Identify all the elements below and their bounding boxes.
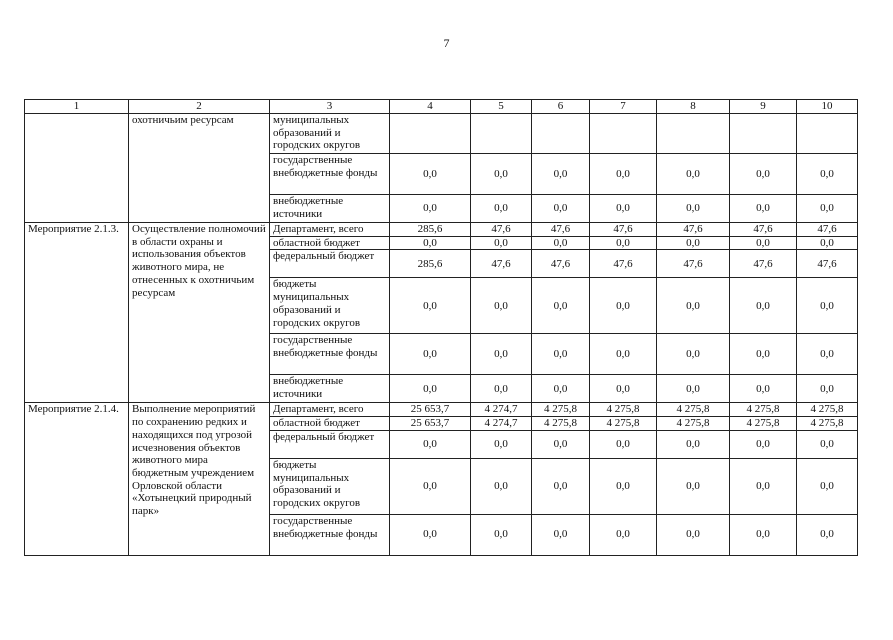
value-cell: 0,0: [471, 514, 532, 555]
column-header: 5: [471, 100, 532, 114]
table-body: [25, 114, 858, 556]
value-cell: 47,6: [797, 223, 858, 237]
value-cell: 0,0: [657, 236, 730, 250]
value-cell: 47,6: [730, 250, 797, 278]
value-cell: 0,0: [797, 236, 858, 250]
value-cell: 4 275,8: [590, 403, 657, 417]
value-cell: 0,0: [590, 236, 657, 250]
value-cell: 0,0: [590, 514, 657, 555]
value-cell: 47,6: [590, 250, 657, 278]
value-cell: 0,0: [730, 236, 797, 250]
value-cell: 0,0: [730, 195, 797, 223]
header-row: [25, 100, 858, 114]
value-cell: 47,6: [797, 250, 858, 278]
table-row: [25, 223, 858, 237]
value-cell: 0,0: [532, 236, 590, 250]
value-cell: 0,0: [730, 458, 797, 514]
value-cell: 4 275,8: [730, 403, 797, 417]
activity-cell: Мероприятие 2.1.4.: [25, 403, 129, 555]
value-cell: 0,0: [471, 278, 532, 334]
value-cell: 0,0: [390, 236, 471, 250]
value-cell: 0,0: [730, 278, 797, 334]
value-cell: 0,0: [657, 278, 730, 334]
value-cell: 0,0: [471, 458, 532, 514]
value-cell: 0,0: [730, 334, 797, 375]
activity-cell: Мероприятие 2.1.3.: [25, 223, 129, 403]
funding-source-cell: областной бюджет: [270, 236, 390, 250]
value-cell: 0,0: [657, 154, 730, 195]
value-cell: 0,0: [390, 430, 471, 458]
value-cell: 47,6: [657, 250, 730, 278]
value-cell: 0,0: [471, 375, 532, 403]
column-header: 1: [25, 100, 129, 114]
value-cell: 0,0: [590, 154, 657, 195]
value-cell: 0,0: [471, 334, 532, 375]
funding-source-cell: государственные внебюджетные фонды: [270, 514, 390, 555]
value-cell: 0,0: [657, 430, 730, 458]
value-cell: 0,0: [390, 154, 471, 195]
column-header: 10: [797, 100, 858, 114]
value-cell: 4 275,8: [590, 417, 657, 431]
value-cell: 0,0: [532, 375, 590, 403]
value-cell: 0,0: [532, 514, 590, 555]
value-cell: 47,6: [532, 250, 590, 278]
value-cell: 4 274,7: [471, 403, 532, 417]
value-cell: 47,6: [532, 223, 590, 237]
column-header: 8: [657, 100, 730, 114]
value-cell: 47,6: [730, 223, 797, 237]
value-cell: 0,0: [390, 514, 471, 555]
funding-source-cell: бюджеты муниципальных образований и городских округов: [270, 458, 390, 514]
funding-source-cell: Департамент, всего: [270, 403, 390, 417]
value-cell: 0,0: [390, 278, 471, 334]
column-header: 7: [590, 100, 657, 114]
column-header: 9: [730, 100, 797, 114]
value-cell: 0,0: [730, 514, 797, 555]
value-cell: 0,0: [730, 430, 797, 458]
value-cell: 0,0: [590, 458, 657, 514]
value-cell: 0,0: [797, 154, 858, 195]
value-cell: 0,0: [471, 154, 532, 195]
value-cell: 285,6: [390, 250, 471, 278]
column-header: 3: [270, 100, 390, 114]
value-cell: 4 275,8: [730, 417, 797, 431]
value-cell: 0,0: [797, 278, 858, 334]
funding-source-cell: государственные внебюджетные фонды: [270, 154, 390, 195]
value-cell: 0,0: [657, 458, 730, 514]
value-cell: [730, 114, 797, 154]
value-cell: 4 275,8: [657, 417, 730, 431]
column-header: 6: [532, 100, 590, 114]
value-cell: 0,0: [797, 458, 858, 514]
value-cell: 0,0: [532, 430, 590, 458]
budget-table: [24, 99, 858, 556]
value-cell: 4 275,8: [797, 403, 858, 417]
value-cell: 0,0: [590, 334, 657, 375]
value-cell: 0,0: [590, 430, 657, 458]
description-cell: Выполнение мероприятий по сохранению редких и находящихся под угрозой исчезновения объектов животного мира бюджетным учреждением Орловской области «Хотынецкий природный парк»: [129, 403, 270, 555]
value-cell: 0,0: [471, 430, 532, 458]
value-cell: 0,0: [657, 334, 730, 375]
value-cell: [390, 114, 471, 154]
value-cell: 0,0: [471, 195, 532, 223]
value-cell: 47,6: [471, 250, 532, 278]
page-number: 7: [443, 36, 450, 50]
value-cell: 4 274,7: [471, 417, 532, 431]
value-cell: [590, 114, 657, 154]
value-cell: 0,0: [590, 195, 657, 223]
value-cell: 25 653,7: [390, 403, 471, 417]
column-header: 2: [129, 100, 270, 114]
value-cell: 0,0: [797, 430, 858, 458]
value-cell: 0,0: [390, 195, 471, 223]
funding-source-cell: муниципальных образований и городских округов: [270, 114, 390, 154]
value-cell: 4 275,8: [532, 403, 590, 417]
value-cell: 0,0: [730, 375, 797, 403]
value-cell: 0,0: [532, 154, 590, 195]
value-cell: 0,0: [390, 334, 471, 375]
value-cell: 0,0: [471, 236, 532, 250]
description-cell: Осуществление полномочий в области охраны и использования объектов животного мира, не отнесенных к охотничьим ресурсам: [129, 223, 270, 403]
funding-source-cell: областной бюджет: [270, 417, 390, 431]
table-row: [25, 403, 858, 417]
value-cell: 0,0: [532, 334, 590, 375]
funding-source-cell: федеральный бюджет: [270, 430, 390, 458]
funding-source-cell: государственные внебюджетные фонды: [270, 334, 390, 375]
value-cell: 4 275,8: [797, 417, 858, 431]
value-cell: 0,0: [532, 458, 590, 514]
value-cell: [797, 114, 858, 154]
value-cell: 0,0: [797, 195, 858, 223]
value-cell: [657, 114, 730, 154]
column-header: 4: [390, 100, 471, 114]
value-cell: 0,0: [797, 334, 858, 375]
funding-source-cell: бюджеты муниципальных образований и городских округов: [270, 278, 390, 334]
value-cell: 0,0: [390, 375, 471, 403]
value-cell: 4 275,8: [657, 403, 730, 417]
value-cell: 0,0: [730, 154, 797, 195]
description-cell: охотничьим ресурсам: [129, 114, 270, 223]
funding-source-cell: Департамент, всего: [270, 223, 390, 237]
table-row: [25, 114, 858, 154]
value-cell: 285,6: [390, 223, 471, 237]
value-cell: 25 653,7: [390, 417, 471, 431]
funding-source-cell: внебюджетные источники: [270, 195, 390, 223]
value-cell: 0,0: [657, 195, 730, 223]
funding-source-cell: внебюджетные источники: [270, 375, 390, 403]
value-cell: 0,0: [390, 458, 471, 514]
value-cell: 0,0: [657, 514, 730, 555]
value-cell: 47,6: [590, 223, 657, 237]
funding-source-cell: федеральный бюджет: [270, 250, 390, 278]
value-cell: 4 275,8: [532, 417, 590, 431]
value-cell: [471, 114, 532, 154]
value-cell: 0,0: [657, 375, 730, 403]
value-cell: 47,6: [471, 223, 532, 237]
value-cell: 0,0: [797, 514, 858, 555]
value-cell: 0,0: [532, 278, 590, 334]
activity-cell: [25, 114, 129, 223]
value-cell: 0,0: [532, 195, 590, 223]
value-cell: 0,0: [590, 278, 657, 334]
value-cell: 47,6: [657, 223, 730, 237]
value-cell: 0,0: [797, 375, 858, 403]
value-cell: 0,0: [590, 375, 657, 403]
value-cell: [532, 114, 590, 154]
